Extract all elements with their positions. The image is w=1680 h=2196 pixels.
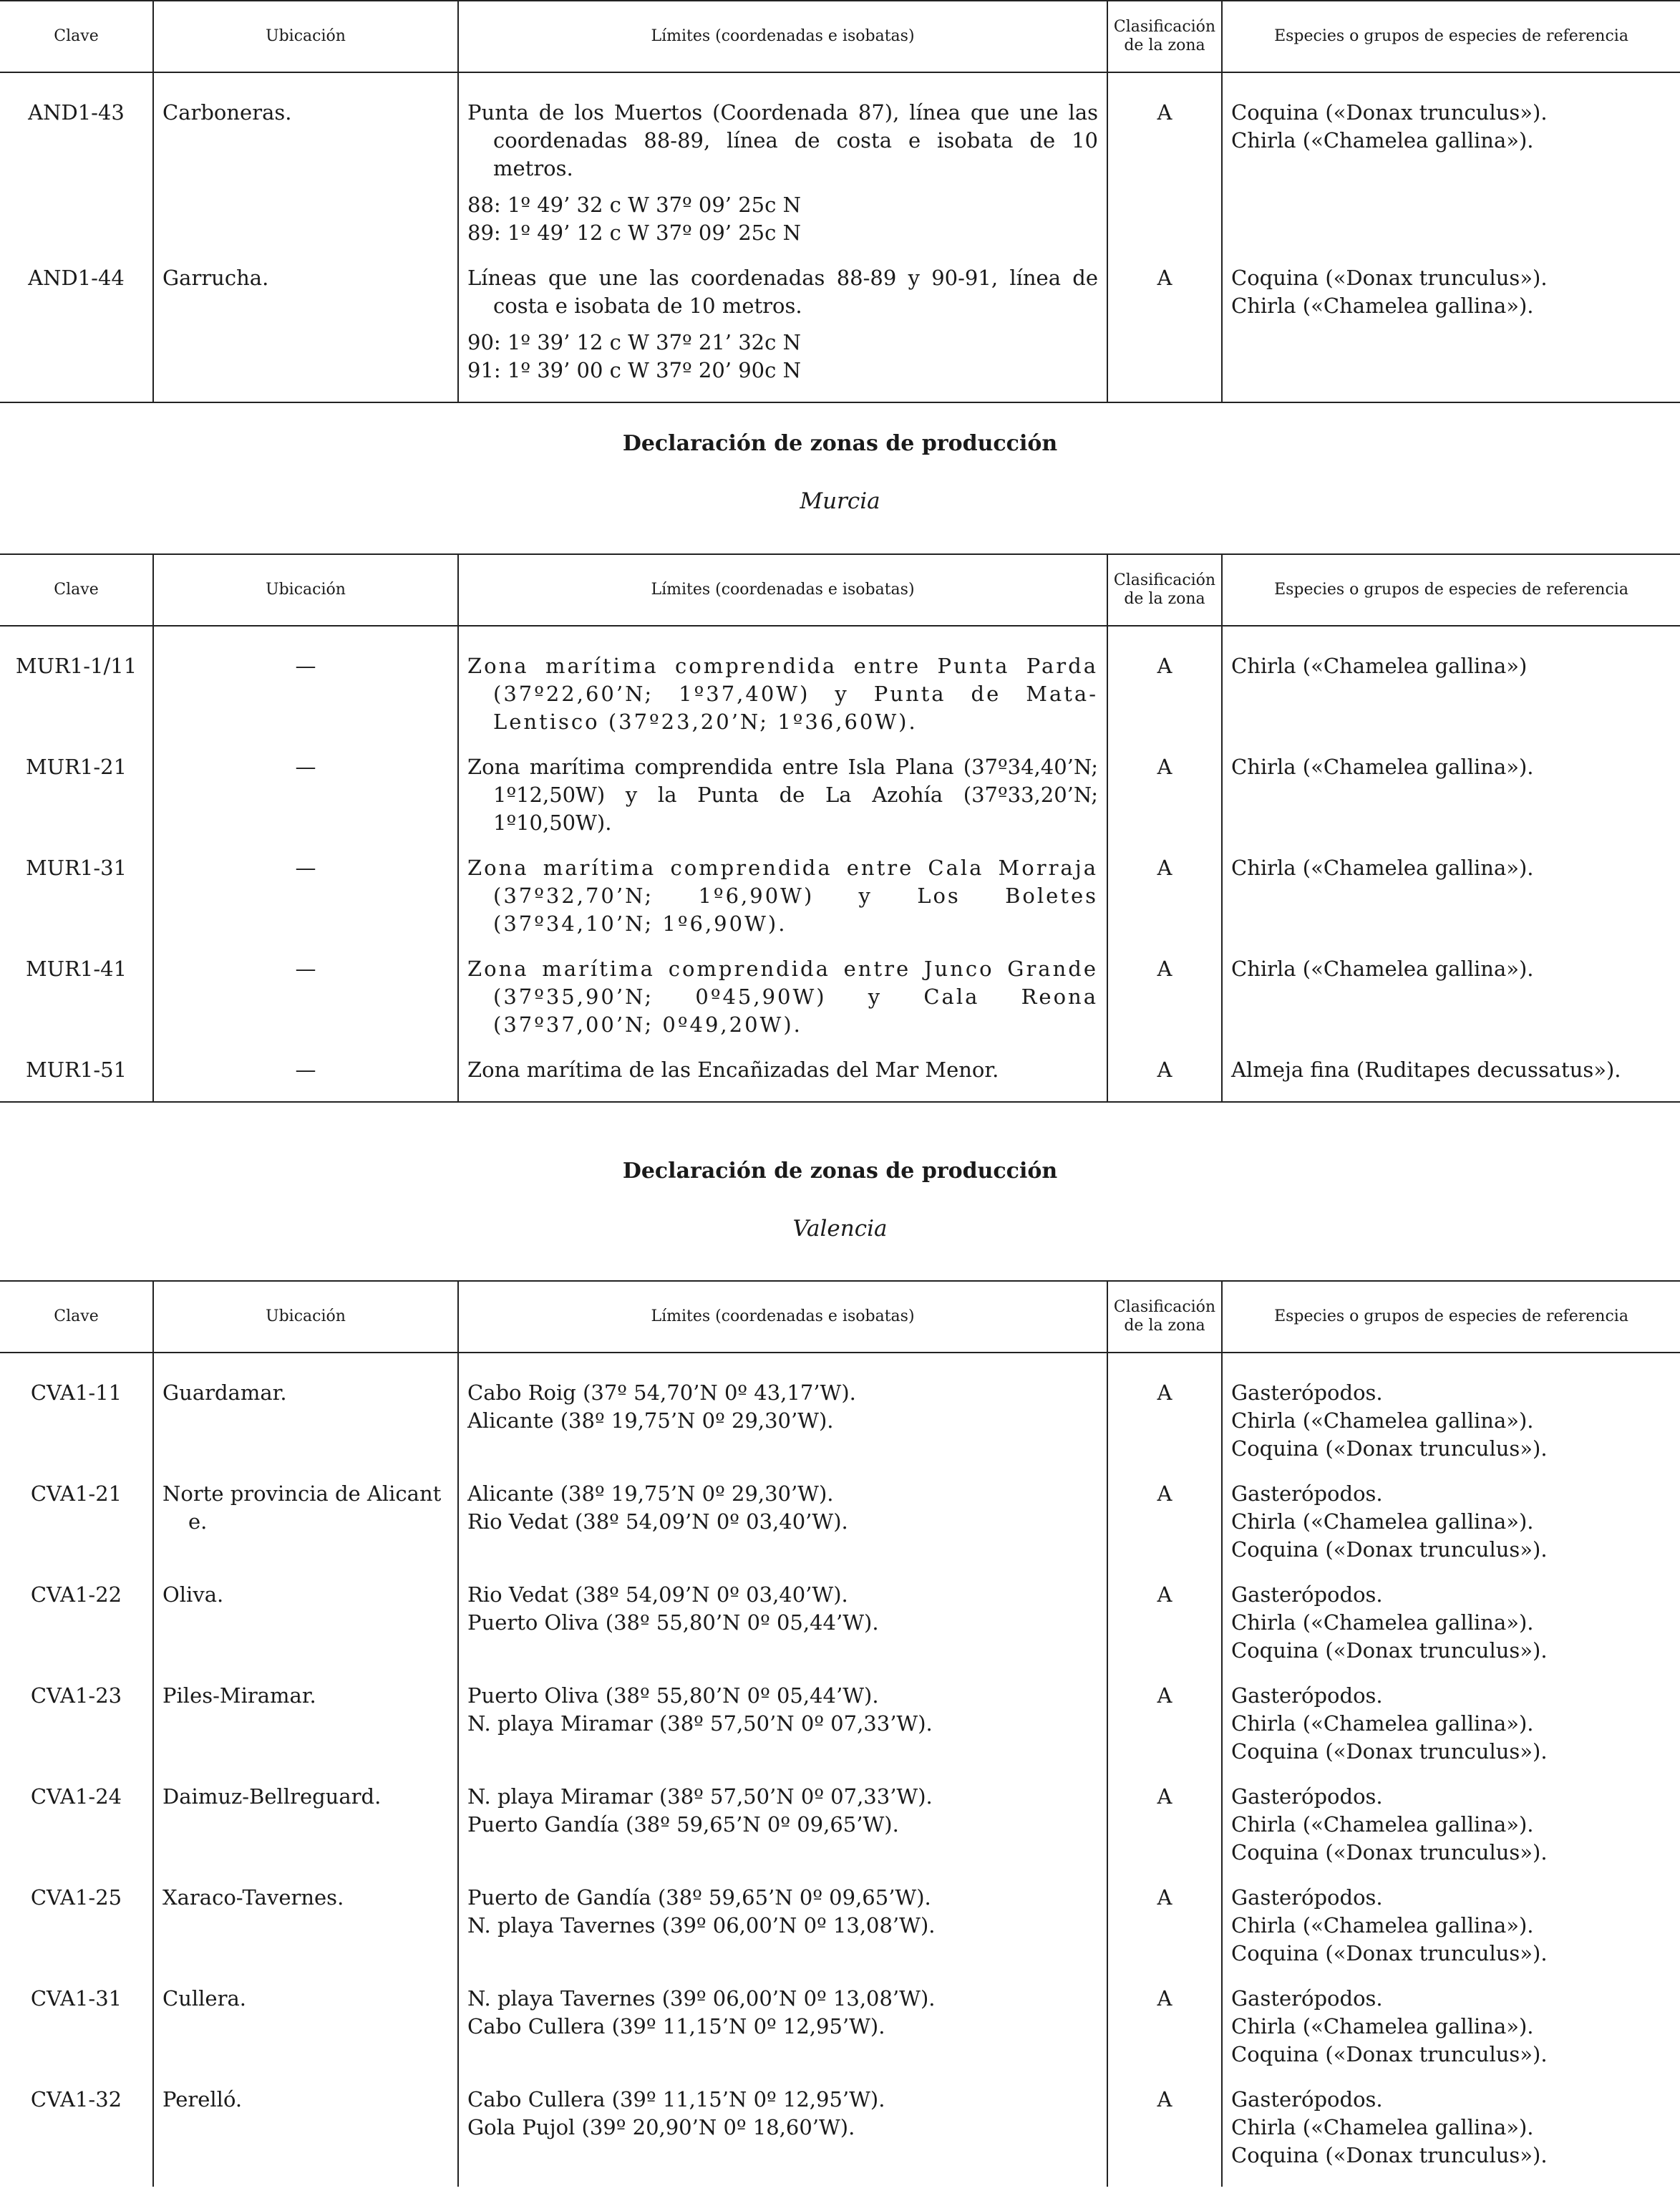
species-line: Coquina («Donax trunculus»).	[1231, 1941, 1548, 1965]
limit-line: Cabo Cullera (39º 11,15’N 0º 12,95’W).	[467, 2087, 885, 2112]
header-clave: Clave	[0, 1, 153, 72]
cell-especies	[1222, 1353, 1680, 1480]
coordinate-line: 88: 1º 49’ 32 c W 37º 09’ 25c N	[467, 193, 801, 217]
cell-especies: Chirla («Chamelea gallina»).	[1222, 854, 1680, 955]
table-row	[0, 1884, 1680, 1985]
cell-especies: Chirla («Chamelea gallina»).	[1222, 955, 1680, 1056]
limit-line: N. playa Tavernes (39º 06,00’N 0º 13,08’W).	[467, 1913, 936, 1938]
cell-limites	[458, 264, 1107, 402]
cell-limites	[458, 1884, 1107, 1985]
cell-clasificacion: A	[1107, 72, 1222, 264]
section-subtitle-valencia: Valencia	[792, 1216, 888, 1242]
species-line: Gasterópodos.	[1231, 2087, 1383, 2112]
header-clave: Clave	[0, 554, 153, 626]
species-line: Gasterópodos.	[1231, 1885, 1383, 1910]
cell-limites	[458, 72, 1107, 264]
limit-line: Rio Vedat (38º 54,09’N 0º 03,40’W).	[467, 1509, 848, 1534]
table-row	[0, 1056, 1680, 1102]
cell-clave: CVA1-22	[30, 1582, 122, 1607]
cell-limites	[458, 2086, 1107, 2187]
species-line: Coquina («Donax trunculus»).	[1231, 1739, 1548, 1764]
andalucia-table	[0, 0, 1680, 403]
cell-limites	[458, 1480, 1107, 1581]
species-line: Gasterópodos.	[1231, 1380, 1383, 1405]
header-ubicacion: Ubicación	[153, 554, 458, 626]
species-line: Chirla («Chamelea gallina»).	[1231, 1408, 1534, 1433]
species-line: Chirla («Chamelea gallina»).	[1231, 1913, 1534, 1938]
table-row	[0, 1783, 1680, 1884]
species-line: Gasterópodos.	[1231, 1582, 1383, 1607]
table-row	[0, 1581, 1680, 1682]
cell-clave: CVA1-21	[30, 1481, 122, 1506]
cell-especies	[1222, 1581, 1680, 1682]
species-line: Coquina («Donax trunculus»).	[1231, 1436, 1548, 1461]
cell-especies: Chirla («Chamelea gallina»).	[1222, 753, 1680, 854]
species-line: Chirla («Chamelea gallina»).	[1231, 128, 1534, 153]
cell-especies	[1222, 1682, 1680, 1783]
cell-ubicacion: Garrucha.	[153, 264, 458, 402]
limites-text: Zona marítima de las Encañizadas del Mar Menor.	[467, 1058, 999, 1082]
cell-especies	[1222, 1985, 1680, 2086]
cell-clasificacion: A	[1107, 2086, 1222, 2187]
limit-line: Gola Pujol (39º 20,90’N 0º 18,60’W).	[467, 2115, 855, 2139]
cell-clasificacion: A	[1107, 1783, 1222, 1884]
cell-ubicacion: —	[153, 955, 458, 1056]
limit-line: Puerto Oliva (38º 55,80’N 0º 05,44’W).	[467, 1683, 879, 1708]
cell-ubicacion: Oliva.	[153, 1581, 458, 1682]
cell-clasificacion: A	[1107, 1985, 1222, 2086]
species-line: Gasterópodos.	[1231, 1683, 1383, 1708]
table-row	[0, 854, 1680, 955]
header-especies: Especies o grupos de especies de referencia	[1222, 554, 1680, 626]
species-line: Chirla («Chamelea gallina»).	[1231, 2014, 1534, 2038]
cell-ubicacion: —	[153, 753, 458, 854]
cell-clave: MUR1-21	[25, 755, 127, 779]
table-row	[0, 1682, 1680, 1783]
header-limites: Límites (coordenadas e isobatas)	[458, 554, 1107, 626]
limites-text: Zona marítima comprendida entre Isla Plana (37º34,40’N; 1º12,50W) y la Punta de La Azohía (37º33,20’N; 1º10,50W).	[467, 755, 1098, 835]
species-line: Chirla («Chamelea gallina»).	[1231, 2115, 1534, 2139]
cell-limites	[458, 1682, 1107, 1783]
cell-ubicacion: Perelló.	[153, 2086, 458, 2187]
cell-ubicacion: Xaraco-Tavernes.	[153, 1884, 458, 1985]
table-header-row	[0, 1281, 1680, 1353]
header-clasificacion: Clasificación de la zona	[1107, 1, 1222, 72]
cell-limites	[458, 626, 1107, 753]
section-title-valencia: Declaración de zonas de producción	[622, 1159, 1058, 1184]
cell-especies	[1222, 1783, 1680, 1884]
cell-limites	[458, 1783, 1107, 1884]
cell-ubicacion: Carboneras.	[153, 72, 458, 264]
limit-line: N. playa Miramar (38º 57,50’N 0º 07,33’W).	[467, 1711, 933, 1736]
limites-text: Zona marítima comprendida entre Junco Grande (37º35,90’N; 0º45,90W) y Cala Reona (37º37,00’N; 0º49,20W).	[467, 957, 1098, 1037]
cell-clave: MUR1-1/11	[15, 654, 137, 678]
species-line: Coquina («Donax trunculus»).	[1231, 100, 1548, 125]
cell-especies	[1222, 1884, 1680, 1985]
species-line: Chirla («Chamelea gallina»).	[1231, 1610, 1534, 1635]
cell-clasificacion: A	[1107, 264, 1222, 402]
table-header-row	[0, 1, 1680, 72]
table-header-row	[0, 554, 1680, 626]
species-line: Coquina («Donax trunculus»).	[1231, 1840, 1548, 1864]
limit-line: N. playa Miramar (38º 57,50’N 0º 07,33’W).	[467, 1784, 933, 1809]
cell-limites	[458, 1353, 1107, 1480]
header-clasificacion: Clasificación de la zona	[1107, 554, 1222, 626]
cell-especies	[1222, 2086, 1680, 2187]
species-line: Chirla («Chamelea gallina»).	[1231, 1711, 1534, 1736]
limit-line: N. playa Tavernes (39º 06,00’N 0º 13,08’W).	[467, 1986, 936, 2011]
cell-clasificacion: A	[1107, 1682, 1222, 1783]
species-line: Chirla («Chamelea gallina»).	[1231, 1509, 1534, 1534]
cell-limites	[458, 1581, 1107, 1682]
cell-especies: Chirla («Chamelea gallina»)	[1222, 626, 1680, 753]
cell-clasificacion: A	[1107, 1353, 1222, 1480]
limit-line: Cabo Roig (37º 54,70’N 0º 43,17’W).	[467, 1380, 856, 1405]
table-row	[0, 753, 1680, 854]
table-row	[0, 264, 1680, 402]
header-especies: Especies o grupos de especies de referencia	[1222, 1, 1680, 72]
table-row	[0, 626, 1680, 753]
cell-clave: MUR1-41	[25, 957, 127, 981]
cell-ubicacion: Guardamar.	[153, 1353, 458, 1480]
cell-ubicacion: Daimuz-Bellreguard.	[153, 1783, 458, 1884]
species-line: Coquina («Donax trunculus»).	[1231, 1537, 1548, 1562]
cell-especies	[1222, 72, 1680, 264]
cell-ubicacion: —	[153, 626, 458, 753]
table-row	[0, 955, 1680, 1056]
table-row	[0, 1985, 1680, 2086]
coordinate-line: 90: 1º 39’ 12 c W 37º 21’ 32c N	[467, 330, 801, 354]
header-limites: Límites (coordenadas e isobatas)	[458, 1, 1107, 72]
cell-clave: AND1-44	[0, 264, 153, 402]
cell-clave: CVA1-31	[30, 1986, 122, 2011]
header-ubicacion: Ubicación	[153, 1281, 458, 1353]
cell-clave: CVA1-32	[30, 2087, 122, 2112]
header-especies: Especies o grupos de especies de referencia	[1222, 1281, 1680, 1353]
table-row	[0, 2086, 1680, 2187]
cell-clasificacion: A	[1107, 1056, 1222, 1102]
limites-text: Zona marítima comprendida entre Punta Parda (37º22,60’N; 1º37,40W) y Punta de Mata-Lentisco (37º23,20’N; 1º36,60W).	[467, 654, 1098, 734]
header-clasificacion: Clasificación de la zona	[1107, 1281, 1222, 1353]
cell-clasificacion: A	[1107, 626, 1222, 753]
table-row	[0, 1353, 1680, 1480]
cell-clasificacion: A	[1107, 955, 1222, 1056]
cell-clasificacion: A	[1107, 1480, 1222, 1581]
cell-clave: AND1-43	[28, 100, 125, 125]
section-subtitle-murcia: Murcia	[800, 488, 880, 514]
species-line: Coquina («Donax trunculus»).	[1231, 2042, 1548, 2066]
cell-clave: CVA1-24	[30, 1784, 122, 1809]
species-line: Gasterópodos.	[1231, 1784, 1383, 1809]
limit-line: Puerto Oliva (38º 55,80’N 0º 05,44’W).	[467, 1610, 879, 1635]
cell-clasificacion: A	[1107, 1884, 1222, 1985]
cell-especies	[1222, 1480, 1680, 1581]
cell-clave: CVA1-11	[30, 1380, 122, 1405]
cell-ubicacion: —	[153, 1056, 458, 1102]
cell-clave: MUR1-51	[0, 1056, 153, 1102]
species-line: Coquina («Donax trunculus»).	[1231, 2143, 1548, 2167]
limites-text: Líneas que une las coordenadas 88-89 y 90-91, línea de costa e isobata de 10 metros.	[467, 266, 1098, 318]
cell-limites	[458, 854, 1107, 955]
species-line: Gasterópodos.	[1231, 1481, 1383, 1506]
limit-line: Alicante (38º 19,75’N 0º 29,30’W).	[467, 1481, 834, 1506]
table-row	[0, 72, 1680, 264]
cell-clave: MUR1-31	[25, 856, 127, 880]
limit-line: Cabo Cullera (39º 11,15’N 0º 12,95’W).	[467, 2014, 885, 2038]
coordinate-line: 91: 1º 39’ 00 c W 37º 20’ 90c N	[467, 358, 801, 382]
table-row	[0, 1480, 1680, 1581]
coordinate-line: 89: 1º 49’ 12 c W 37º 09’ 25c N	[467, 221, 801, 245]
cell-ubicacion: Cullera.	[153, 1985, 458, 2086]
limit-line: Puerto Gandía (38º 59,65’N 0º 09,65’W).	[467, 1812, 899, 1837]
cell-clasificacion: A	[1107, 854, 1222, 955]
species-line: Chirla («Chamelea gallina»).	[1231, 294, 1534, 318]
limites-text: Zona marítima comprendida entre Cala Morraja (37º32,70’N; 1º6,90W) y Los Boletes (37º34,10’N; 1º6,90W).	[467, 856, 1098, 936]
cell-especies: Almeja fina (Ruditapes decussatus»).	[1222, 1056, 1680, 1102]
species-line: Gasterópodos.	[1231, 1986, 1383, 2011]
limit-line: Alicante (38º 19,75’N 0º 29,30’W).	[467, 1408, 834, 1433]
murcia-table	[0, 553, 1680, 1103]
limites-text: Punta de los Muertos (Coordenada 87), línea que une las coordenadas 88-89, línea de costa e isobata de 10 metros.	[467, 100, 1098, 180]
cell-ubicacion: —	[153, 854, 458, 955]
cell-limites	[458, 1985, 1107, 2086]
cell-clave: CVA1-25	[30, 1885, 122, 1910]
cell-clasificacion: A	[1107, 1581, 1222, 1682]
cell-ubicacion: Norte provincia de Alicante.	[153, 1480, 458, 1581]
limit-line: Rio Vedat (38º 54,09’N 0º 03,40’W).	[467, 1582, 848, 1607]
cell-limites	[458, 753, 1107, 854]
cell-limites	[458, 955, 1107, 1056]
valencia-table	[0, 1280, 1680, 2187]
cell-limites	[458, 1056, 1107, 1102]
header-ubicacion: Ubicación	[153, 1, 458, 72]
header-clave: Clave	[0, 1281, 153, 1353]
species-line: Coquina («Donax trunculus»).	[1231, 1638, 1548, 1663]
limit-line: Puerto de Gandía (38º 59,65’N 0º 09,65’W).	[467, 1885, 931, 1910]
header-limites: Límites (coordenadas e isobatas)	[458, 1281, 1107, 1353]
species-line: Chirla («Chamelea gallina»).	[1231, 1812, 1534, 1837]
cell-especies	[1222, 264, 1680, 402]
section-title-murcia: Declaración de zonas de producción	[622, 431, 1058, 456]
cell-clasificacion: A	[1107, 753, 1222, 854]
cell-clave: CVA1-23	[30, 1683, 122, 1708]
species-line: Coquina («Donax trunculus»).	[1231, 266, 1548, 290]
cell-ubicacion: Piles-Miramar.	[153, 1682, 458, 1783]
